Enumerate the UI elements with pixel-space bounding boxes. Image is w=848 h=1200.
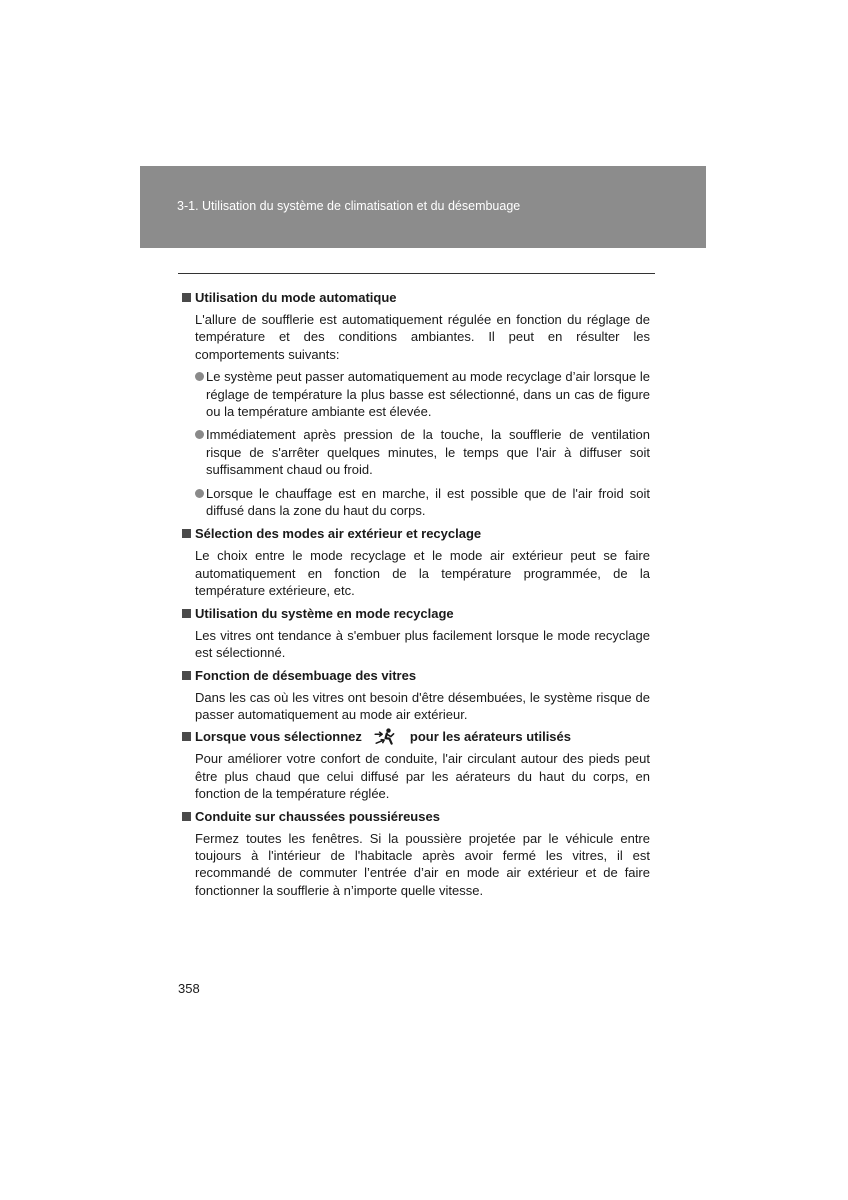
section-heading	[182, 525, 650, 542]
section-paragraph: Le choix entre le mode recyclage et le mode air extérieur peut se faire automatiquement en fonction de la température programmée, de la température extérieure, etc.	[195, 548, 650, 599]
section-heading	[182, 667, 650, 684]
chapter-title: 3-1. Utilisation du système de climatisation et du désembuage	[177, 199, 521, 213]
chapter-header-band	[140, 166, 706, 248]
section-heading-text: Lorsque vous sélectionnez	[195, 729, 362, 745]
square-bullet-icon	[182, 732, 191, 741]
list-item-text: Immédiatement après pression de la touche, la soufflerie de ventilation risque de s'arrêter quelques minutes, le temps que l'air à diffuser soit suffisamment chaud ou froid.	[206, 427, 650, 478]
section-heading-text: Utilisation du système en mode recyclage	[195, 605, 454, 621]
section-defogging	[182, 667, 650, 724]
section-heading-text: Utilisation du mode automatique	[195, 290, 397, 305]
section-dusty-roads	[182, 808, 650, 900]
section-heading-text-suffix: pour les aérateurs utilisés	[409, 729, 571, 745]
square-bullet-icon	[182, 529, 191, 538]
airflow-face-feet-icon	[374, 728, 396, 745]
section-automatic-mode	[182, 289, 650, 519]
section-heading-text: Fonction de désembuage des vitres	[195, 667, 417, 683]
section-recirculation-mode	[182, 605, 650, 662]
round-bullet-icon	[195, 489, 204, 498]
list-item	[195, 368, 650, 420]
header-rule	[178, 273, 655, 274]
square-bullet-icon	[182, 293, 191, 302]
list-item	[195, 485, 650, 520]
section-heading	[182, 289, 650, 306]
section-air-mode-selection	[182, 525, 650, 599]
section-heading	[182, 808, 650, 825]
section-paragraph: L'allure de soufflerie est automatiquement régulée en fonction du réglage de température et des conditions ambiantes. Il peut en résulter les comportements suivants:	[195, 312, 650, 362]
list-item	[195, 426, 650, 478]
section-vent-selection	[182, 728, 650, 802]
page-content	[182, 289, 650, 904]
list-item-text: Lorsque le chauffage est en marche, il est possible que de l'air froid soit diffusé dans la zone du haut du corps.	[206, 485, 650, 519]
square-bullet-icon	[182, 812, 191, 821]
section-paragraph: Les vitres ont tendance à s'embuer plus facilement lorsque le mode recyclage est sélectionné.	[195, 627, 650, 661]
round-bullet-icon	[195, 430, 204, 439]
round-bullet-icon	[195, 372, 204, 381]
square-bullet-icon	[182, 671, 191, 680]
section-paragraph: Fermez toutes les fenêtres. Si la poussière projetée par le véhicule entre toujours à l'intérieur de l'habitacle après avoir fermé les vitres, il est recommandé de commuter l’entrée d’air en mode air extérieur et de faire fonctionner la soufflerie à n’importe quelle vitesse.	[195, 830, 650, 898]
section-heading	[182, 605, 650, 622]
section-paragraph: Dans les cas où les vitres ont besoin d'être désembuées, le système risque de passer automatiquement au mode air extérieur.	[195, 689, 650, 722]
section-paragraph: Pour améliorer votre confort de conduite, l'air circulant autour des pieds peut être plus chaud que celui diffusé par les aérateurs du haut du corps, en fonction de la température réglée.	[195, 751, 650, 802]
page-number: 358	[178, 981, 200, 996]
section-heading-text: Conduite sur chaussées poussiéreuses	[195, 808, 440, 824]
square-bullet-icon	[182, 609, 191, 618]
section-heading	[182, 728, 650, 745]
section-heading-text: Sélection des modes air extérieur et recyclage	[195, 526, 482, 542]
list-item-text: Le système peut passer automatiquement au mode recyclage d’air lorsque le réglage de température la plus basse est sélectionné, dans un cas de figure ou la température ambiante est élevée.	[206, 369, 650, 420]
